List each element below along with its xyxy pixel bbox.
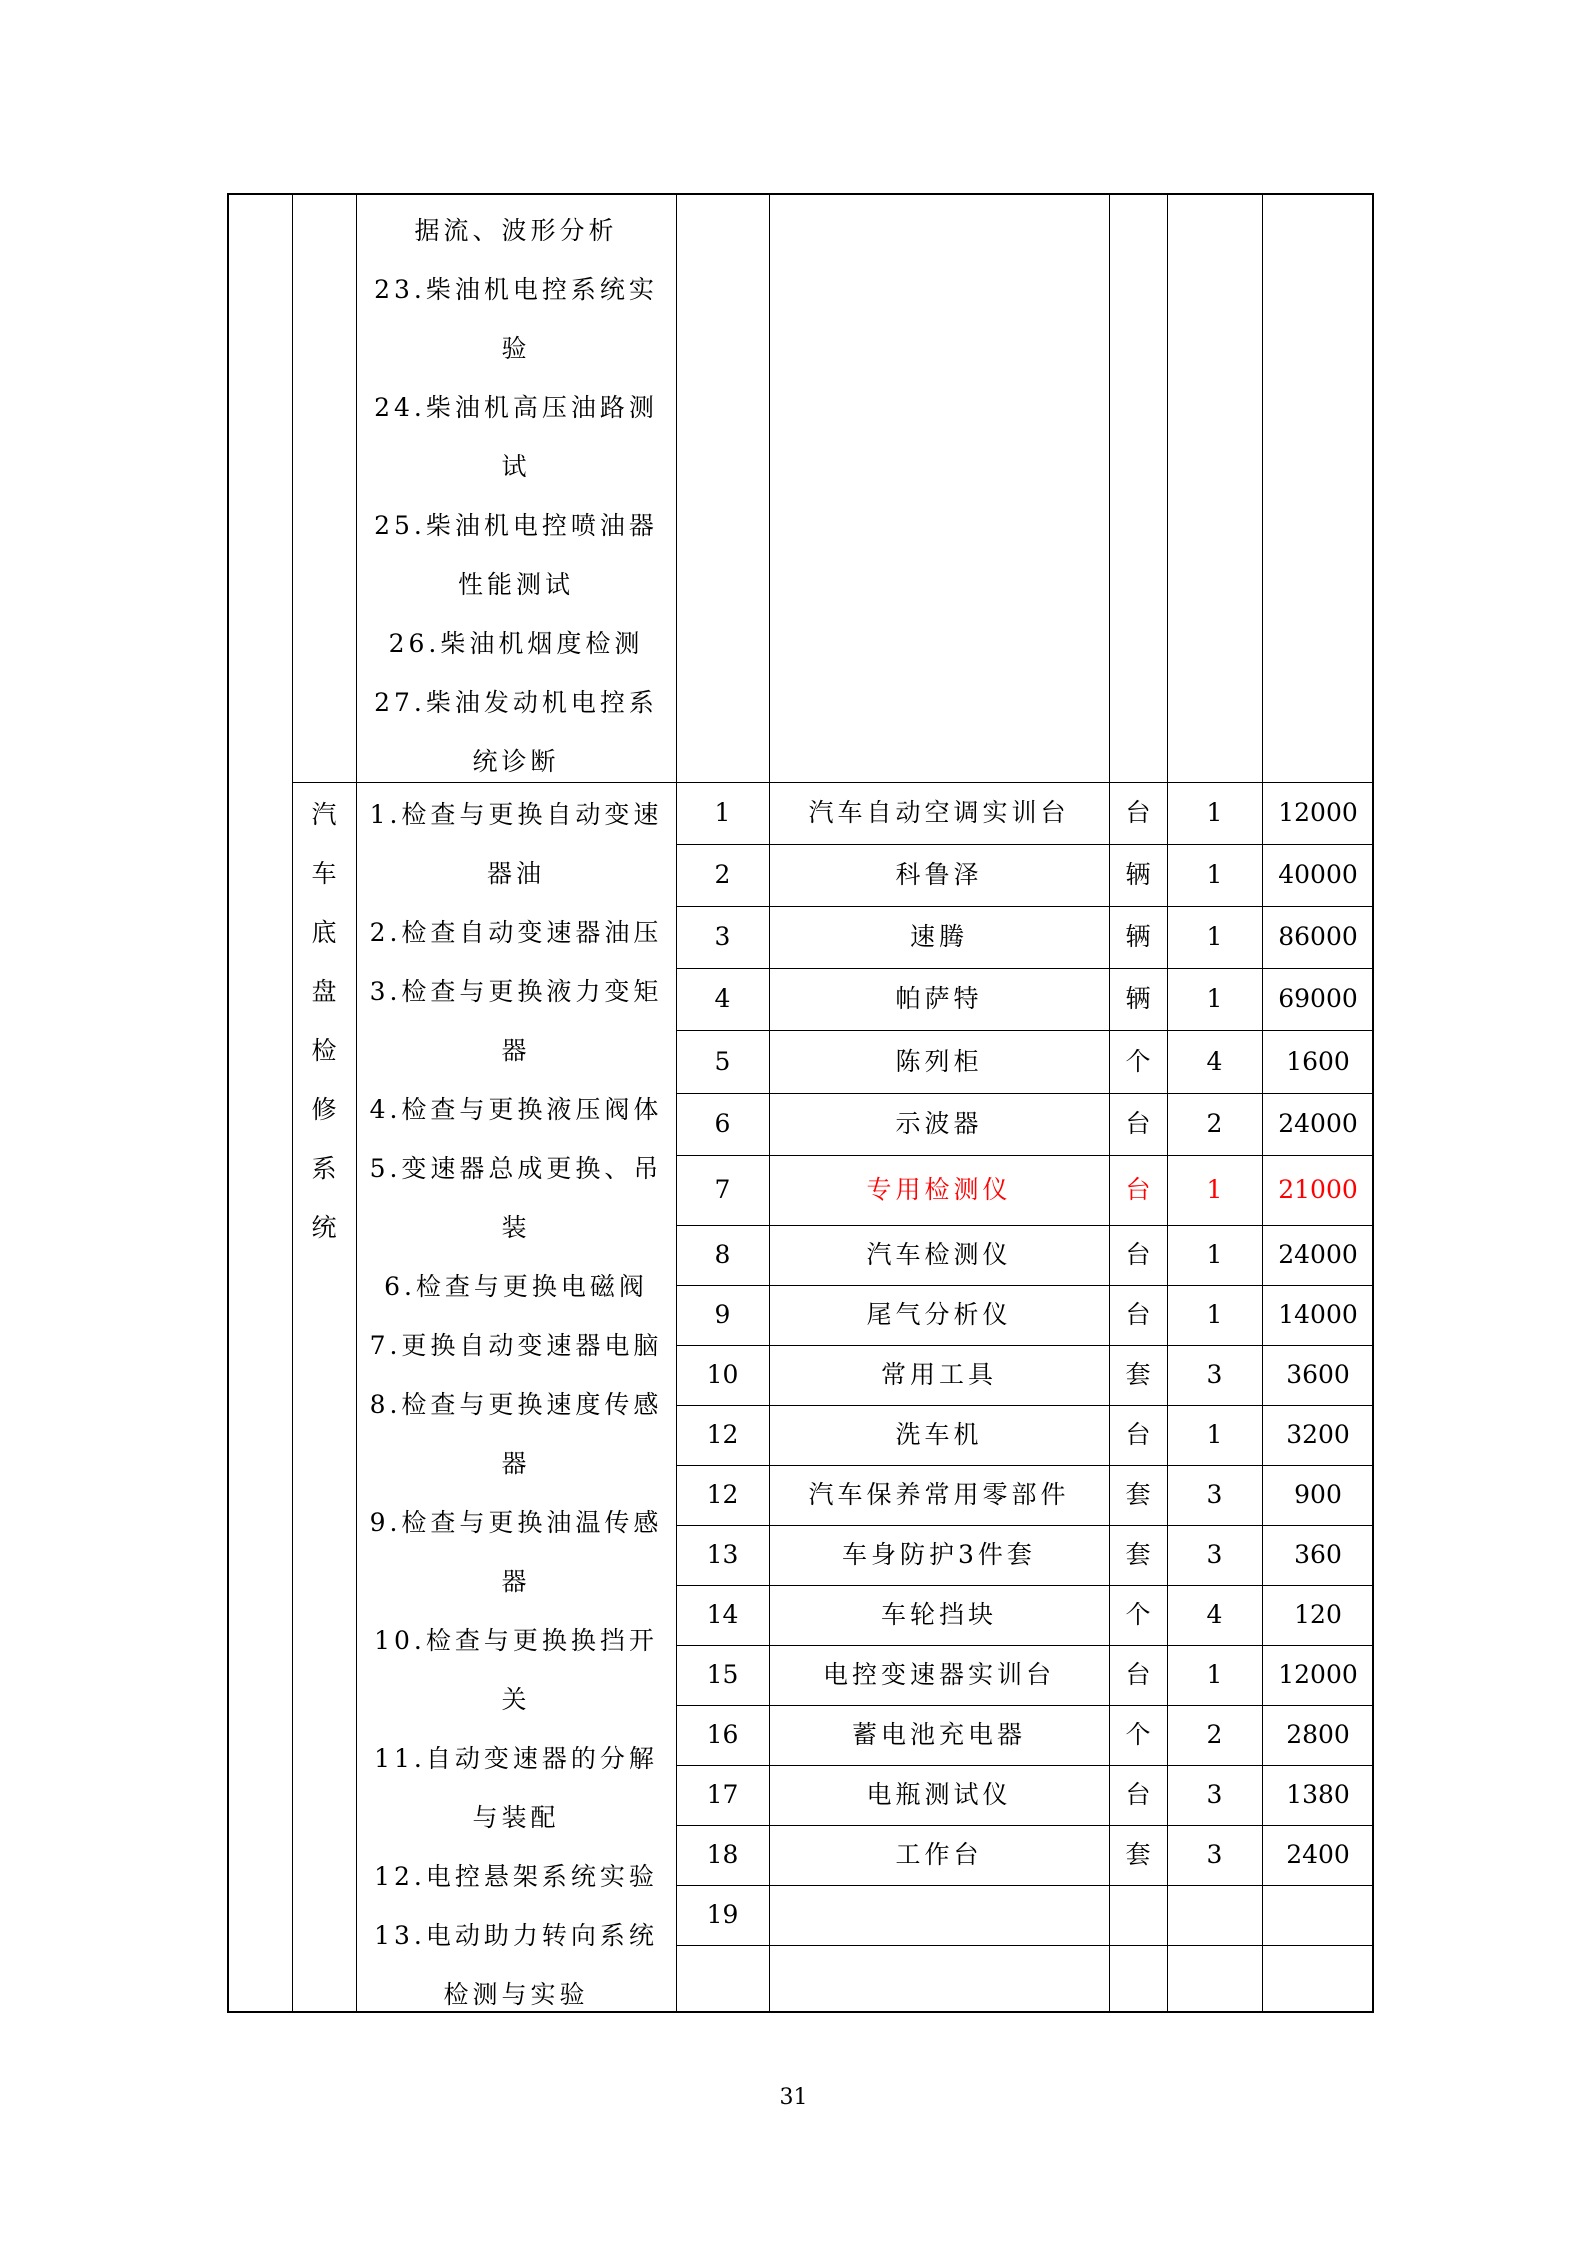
item-number: 8 [714,1240,731,1269]
content-line: 验 [501,334,531,363]
unit [1109,1945,1167,2013]
unit-price: 1600 [1286,1047,1350,1076]
equipment-name: 陈列柜 [895,1047,983,1076]
unit: 辆 [1125,984,1151,1013]
unit-price: 120 [1294,1600,1342,1629]
item-number: 10 [706,1360,739,1389]
quantity [1167,1885,1262,1945]
equipment-name: 蓄电池充电器 [851,1720,1026,1749]
item-number: 12 [706,1480,739,1509]
unit [1109,1885,1167,1945]
equipment-name: 速腾 [909,922,968,951]
quantity: 4 [1206,1600,1223,1629]
unit: 个 [1125,1600,1151,1629]
unit: 套 [1125,1360,1151,1389]
unit: 套 [1125,1540,1151,1569]
content-line: 器油 [486,859,545,888]
equipment-name: 车身防护3件套 [842,1540,1036,1569]
page-number: 31 [779,2085,808,2110]
unit-price: 1380 [1286,1780,1350,1809]
content-line: 关 [501,1685,531,1714]
content-line: 5.变速器总成更换、吊 [369,1154,663,1183]
unit-price [1262,1945,1374,2013]
item-number: 1 [714,798,731,827]
item-number: 17 [706,1780,739,1809]
unit: 辆 [1125,922,1151,951]
quantity: 4 [1206,1047,1223,1076]
module-name-char: 车 [311,859,337,888]
content-line: 8.检查与更换速度传感 [369,1390,663,1419]
item-number: 9 [714,1300,731,1329]
module-name-char: 修 [311,1095,337,1124]
content-line: 27.柴油发动机电控系 [374,688,658,717]
equipment-name: 汽车检测仪 [866,1240,1012,1269]
unit-price: 86000 [1278,922,1358,951]
equipment-name: 尾气分析仪 [866,1300,1012,1329]
unit-price: 12000 [1278,1660,1358,1689]
unit: 台 [1125,1300,1151,1329]
unit-price: 40000 [1278,860,1358,889]
item-number: 2 [714,860,731,889]
equipment-name: 洗车机 [895,1420,983,1449]
quantity: 1 [1206,922,1223,951]
quantity: 3 [1206,1780,1223,1809]
equipment-name [769,1885,1109,1945]
content-line: 26.柴油机烟度检测 [388,629,644,658]
unit: 辆 [1125,860,1151,889]
quantity: 1 [1206,1175,1223,1204]
unit: 台 [1125,1660,1151,1689]
module-name-char: 盘 [311,977,337,1006]
unit-price: 69000 [1278,984,1358,1013]
item-number: 7 [714,1175,731,1204]
quantity: 1 [1206,1660,1223,1689]
content-line: 11.自动变速器的分解 [374,1744,658,1773]
content-line: 性能测试 [457,570,574,599]
unit: 个 [1125,1720,1151,1749]
unit-price: 3600 [1286,1360,1350,1389]
unit: 台 [1125,1175,1151,1204]
module-name-char: 系 [311,1154,337,1183]
quantity: 3 [1206,1480,1223,1509]
unit: 台 [1125,1240,1151,1269]
content-line: 装 [501,1213,531,1242]
item-number: 4 [714,984,731,1013]
quantity: 1 [1206,1240,1223,1269]
module-name-char: 底 [311,918,337,947]
module-name-char: 统 [311,1213,337,1242]
unit-price: 2800 [1286,1720,1350,1749]
content-line: 检测与实验 [443,1980,589,2009]
equipment-name: 帕萨特 [895,984,983,1013]
content-line: 3.检查与更换液力变矩 [369,977,663,1006]
item-number: 14 [706,1600,739,1629]
equipment-name [769,1945,1109,2013]
equipment-table [227,193,1374,2013]
content-line: 1.检查与更换自动变速 [369,800,663,829]
equipment-name: 专用检测仪 [866,1175,1012,1204]
item-number: 18 [706,1840,739,1869]
item-number: 15 [706,1660,739,1689]
item-number: 19 [706,1900,739,1929]
equipment-name: 汽车自动空调实训台 [808,798,1070,827]
quantity [1167,1945,1262,2013]
unit: 套 [1125,1840,1151,1869]
unit: 台 [1125,798,1151,827]
content-line: 13.电动助力转向系统 [374,1921,658,1950]
unit: 台 [1125,1109,1151,1138]
content-line: 4.检查与更换液压阀体 [369,1095,663,1124]
content-line: 24.柴油机高压油路测 [374,393,658,422]
quantity: 3 [1206,1840,1223,1869]
unit-price: 12000 [1278,798,1358,827]
equipment-name: 汽车保养常用零部件 [808,1480,1070,1509]
item-number: 16 [706,1720,739,1749]
content-line: 10.检查与更换换挡开 [374,1626,658,1655]
equipment-name: 电控变速器实训台 [822,1660,1055,1689]
unit-price [1262,1885,1374,1945]
quantity: 3 [1206,1360,1223,1389]
content-line: 器 [501,1036,531,1065]
item-number: 5 [714,1047,731,1076]
item-number: 12 [706,1420,739,1449]
unit-price: 24000 [1278,1240,1358,1269]
content-line: 据流、波形分析 [414,216,618,245]
quantity: 1 [1206,798,1223,827]
equipment-name: 科鲁泽 [895,860,983,889]
content-line: 6.检查与更换电磁阀 [384,1272,648,1301]
content-line: 统诊断 [472,747,560,776]
content-line: 器 [501,1567,531,1596]
unit-price: 360 [1294,1540,1342,1569]
content-line: 12.电控悬架系统实验 [374,1862,658,1891]
module-name-char: 检 [311,1036,337,1065]
unit-price: 21000 [1278,1175,1358,1204]
quantity: 1 [1206,984,1223,1013]
quantity: 1 [1206,1420,1223,1449]
content-line: 23.柴油机电控系统实 [374,275,658,304]
content-line: 与装配 [472,1803,560,1832]
item-number: 6 [714,1109,731,1138]
quantity: 1 [1206,1300,1223,1329]
unit: 台 [1125,1420,1151,1449]
unit: 个 [1125,1047,1151,1076]
equipment-name: 工作台 [895,1840,983,1869]
unit: 套 [1125,1480,1151,1509]
item-number [676,1945,769,2013]
item-number: 13 [706,1540,739,1569]
content-line: 9.检查与更换油温传感 [369,1508,663,1537]
equipment-name: 示波器 [895,1109,983,1138]
unit-price: 24000 [1278,1109,1358,1138]
content-line: 25.柴油机电控喷油器 [374,511,658,540]
equipment-name: 常用工具 [880,1360,997,1389]
content-line: 器 [501,1449,531,1478]
quantity: 2 [1206,1720,1223,1749]
content-line: 试 [501,452,531,481]
unit-price: 3200 [1286,1420,1350,1449]
item-number: 3 [714,922,731,951]
quantity: 3 [1206,1540,1223,1569]
unit: 台 [1125,1780,1151,1809]
unit-price: 14000 [1278,1300,1358,1329]
equipment-name: 电瓶测试仪 [866,1780,1012,1809]
content-line: 7.更换自动变速器电脑 [369,1331,663,1360]
unit-price: 900 [1294,1480,1342,1509]
quantity: 1 [1206,860,1223,889]
module-name-char: 汽 [311,800,337,829]
equipment-name: 车轮挡块 [880,1600,997,1629]
quantity: 2 [1206,1109,1223,1138]
content-line: 2.检查自动变速器油压 [369,918,663,947]
unit-price: 2400 [1286,1840,1350,1869]
